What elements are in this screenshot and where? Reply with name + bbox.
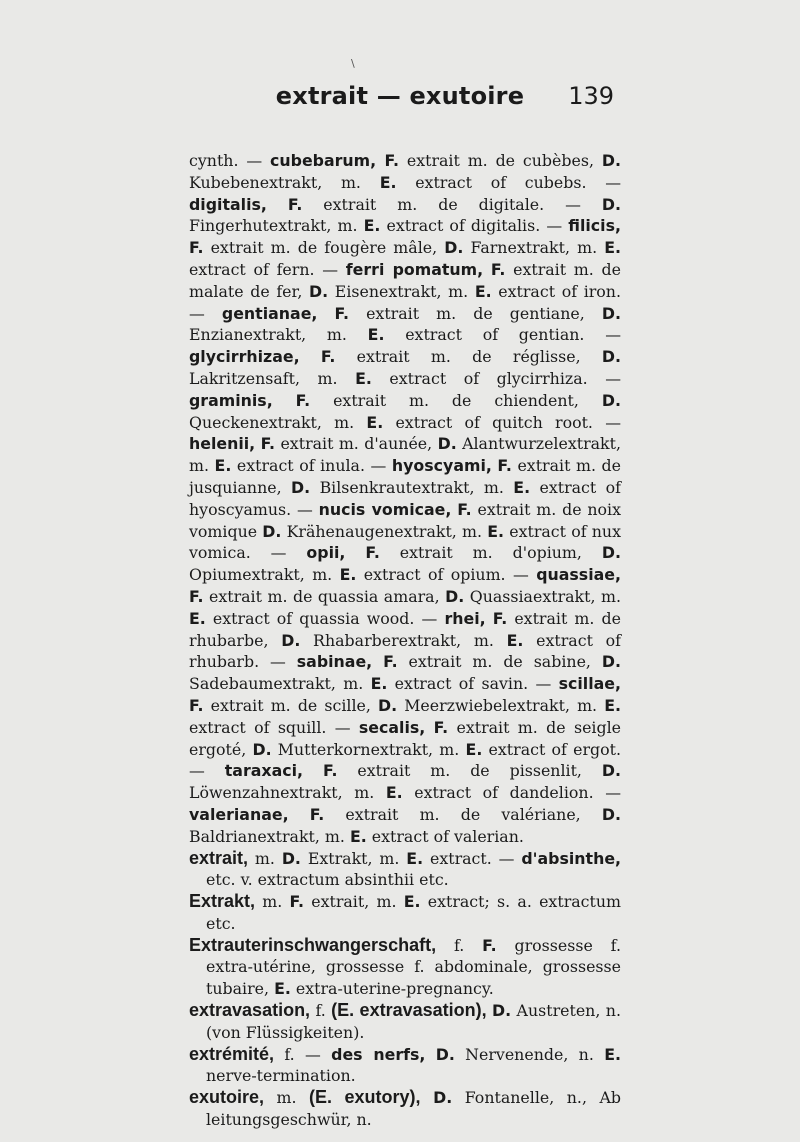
language-label: D. <box>435 1044 455 1064</box>
dictionary-body <box>189 150 621 1131</box>
entry-text: extract of cubebs. — <box>396 172 621 192</box>
language-label: E. <box>385 783 403 803</box>
entry-text: Rhabarberextrakt, m. <box>300 630 507 650</box>
dictionary-entry <box>189 848 621 892</box>
subentry-keyword: nucis vomicae, <box>318 499 452 519</box>
entry-text: Lakritzensaft, m. <box>189 368 356 388</box>
language-label: E. <box>367 325 385 345</box>
dictionary-entry <box>189 1044 621 1088</box>
language-label: D. <box>601 804 621 824</box>
entry-text: extrait m. de gentiane, <box>348 303 602 323</box>
entry-text: Sadebaumextrakt, m. <box>189 674 371 694</box>
entry-text: extra-uterine-pregnancy. <box>290 979 494 999</box>
language-label: F. <box>320 347 336 367</box>
entry-text: extrait m. de scille, <box>203 695 379 715</box>
language-label: D. <box>601 194 621 214</box>
language-label: D. <box>601 390 621 410</box>
language-label: E. <box>604 695 621 715</box>
entry-text: extrait m. de valériane, <box>324 804 602 824</box>
headword: exutoire, <box>189 1087 265 1108</box>
entry-text: extrait m. de réglisse, <box>335 347 602 367</box>
language-label: F. <box>490 259 506 279</box>
entry-text: m. <box>264 1088 310 1108</box>
entry-text <box>345 543 365 562</box>
language-label: E. <box>366 412 384 432</box>
entry-text: f. — <box>274 1044 332 1064</box>
subentry-keyword: des nerfs, <box>331 1044 426 1064</box>
subentry-keyword: helenii, <box>189 434 256 454</box>
entry-text: extract of gentian. — <box>384 325 621 345</box>
language-label: D. <box>601 303 621 323</box>
language-label: D. <box>281 630 301 650</box>
language-label: F. <box>482 935 497 955</box>
language-label: D. <box>601 761 622 781</box>
language-label: E. <box>506 630 524 650</box>
language-label: D. <box>601 347 621 367</box>
language-label: E. <box>349 826 367 846</box>
language-label: F. <box>189 586 204 606</box>
language-label: D. <box>601 543 621 563</box>
entry-text: extract of iron. — <box>189 281 622 323</box>
entry-text: extract of ergot. — <box>189 739 622 781</box>
language-label: D. <box>437 434 457 454</box>
headword: (E. exutory), <box>309 1087 421 1108</box>
language-label: F. <box>457 499 472 519</box>
entry-text <box>267 195 288 214</box>
subentry-keyword: sabinae, <box>296 652 373 672</box>
entry-text: Alantwurzelextrakt, m. <box>189 434 621 476</box>
continuation-paragraph <box>189 150 621 848</box>
language-label: D. <box>378 695 398 715</box>
entry-text: Nervenende, n. <box>454 1044 605 1064</box>
entry-text: Opiumextrakt, m. <box>189 565 340 585</box>
language-label: F. <box>383 652 398 672</box>
entry-text: f. <box>436 935 483 955</box>
corner-mark: \ <box>351 57 355 70</box>
entry-text: extrait m. de rhubarbe, <box>189 608 621 650</box>
entry-text: Kubebenextrakt, m. <box>189 172 380 192</box>
entry-text: extract. — <box>423 848 522 868</box>
entry-text: extract of squill. — <box>189 717 359 737</box>
language-label: E. <box>370 674 388 694</box>
language-label: F. <box>287 194 303 214</box>
entry-text: Eisenextrakt, m. <box>328 281 475 301</box>
language-label: E. <box>465 739 483 759</box>
entry-text: grossesse f. extra-utérine, grossesse f. abdominale, grossesse tubaire, <box>206 935 621 999</box>
headword: extrait, <box>189 847 249 868</box>
entry-text: f. <box>310 1001 332 1021</box>
subentry-keyword: gentianae, <box>221 303 318 323</box>
language-label: D. <box>433 1088 453 1108</box>
language-label: E. <box>604 1044 622 1064</box>
language-label: F. <box>309 804 325 824</box>
subentry-keyword: d'absinthe, <box>521 848 622 868</box>
entry-text: Quassiaextrakt, m. <box>464 586 621 606</box>
language-label: F. <box>189 695 204 715</box>
entry-text: extrait m. d'aunée, <box>275 434 438 454</box>
language-label: D. <box>601 652 621 672</box>
entry-text: extrait m. de chiendent, <box>310 390 602 410</box>
entry-text: Farnextrakt, m. <box>463 238 605 258</box>
language-label: D. <box>445 586 465 606</box>
language-label: E. <box>474 281 492 301</box>
subentry-keyword: hyoscyami, <box>391 456 492 476</box>
language-label: F. <box>497 456 512 476</box>
language-label: E. <box>274 979 291 999</box>
entry-text: extrait m. d'opium, <box>379 543 602 563</box>
language-label: E. <box>214 456 232 476</box>
entry-text: extract of digitalis. — <box>380 216 569 236</box>
language-label: F. <box>322 761 338 781</box>
entry-text <box>303 761 323 780</box>
language-label: D. <box>281 848 301 868</box>
entry-text: extract of valerian. <box>366 826 524 846</box>
entry-text <box>425 718 433 737</box>
language-label: D. <box>262 521 282 541</box>
language-label: F. <box>295 390 311 410</box>
subentry-keyword: scillae, <box>558 674 621 694</box>
entry-text: Extrakt, m. <box>300 848 407 868</box>
entry-text: extrait m. de noix vomique <box>189 499 622 541</box>
entry-text: Löwenzahnextrakt, m. <box>189 783 386 803</box>
subentry-keyword: cubebarum, F. <box>270 151 399 170</box>
language-label: E. <box>189 608 206 628</box>
entry-text: extract of quassia wood. — <box>205 608 445 628</box>
entry-text: extract; s. a. extractum etc. <box>206 892 622 933</box>
entry-text <box>483 260 491 279</box>
language-label: F. <box>433 717 449 737</box>
headword: extrémité, <box>189 1043 275 1064</box>
language-label: E. <box>363 216 381 236</box>
entry-text: Austreten, n. (von Flüssigkeiten). <box>206 1001 621 1042</box>
subentry-keyword: filicis, <box>568 216 621 236</box>
page-number: 139 <box>568 82 614 110</box>
subentry-keyword: glycirrhizae, <box>189 347 300 367</box>
language-label: E. <box>604 238 621 258</box>
entry-text: extract of hyoscyamus. — <box>189 477 621 519</box>
entry-text: Queckenextrakt, m. <box>189 412 367 432</box>
subentry-keyword: digitalis, <box>189 194 267 214</box>
entry-text <box>486 609 493 628</box>
entry-text <box>300 347 321 366</box>
entry-text <box>421 1088 434 1107</box>
entry-text <box>289 805 310 824</box>
headword: extravasation, <box>189 1000 311 1021</box>
entry-text: extract of glycirrhiza. — <box>371 368 621 388</box>
entry-text: extrait m. de sabine, <box>397 652 602 672</box>
language-label: D. <box>252 739 272 759</box>
entry-text: Enzianextrakt, m. <box>189 325 368 345</box>
language-label: E. <box>355 368 372 388</box>
language-label: F. <box>189 238 204 258</box>
entry-text: extrait m. de fougère mâle, <box>203 238 445 258</box>
entry-text: extrait m. de malate de fer, <box>189 259 621 301</box>
entry-text <box>273 391 296 410</box>
entry-text: extract of dandelion. — <box>402 783 621 803</box>
entry-text: extract of rhubarb. — <box>189 630 622 672</box>
entries-list <box>189 848 621 1131</box>
language-label: E. <box>513 477 531 497</box>
entry-text: extract of savin. — <box>387 674 559 694</box>
entry-text: nerve-termination. <box>206 1066 356 1086</box>
language-label: F. <box>289 892 304 912</box>
entry-text: extrait, m. <box>304 892 404 912</box>
language-label: D. <box>492 1001 512 1021</box>
language-label: F. <box>492 608 508 628</box>
headword: Extrakt, <box>189 891 256 912</box>
subentry-keyword: taraxaci, <box>224 761 304 781</box>
entry-text: extract of opium. — <box>356 565 537 585</box>
language-label: E. <box>379 172 397 192</box>
entry-text: extract of quitch root. — <box>383 412 621 432</box>
subentry-keyword: valerianae, <box>189 804 289 824</box>
entry-text: extrait m. de cubèbes, <box>398 151 602 170</box>
subentry-keyword: opii, <box>306 543 346 563</box>
entry-text: Fontanelle, n., Ab leitungsgeschwür, n. <box>206 1088 621 1130</box>
subentry-keyword: secalis, <box>358 717 426 737</box>
language-label: D. <box>601 151 621 170</box>
entry-text: Krähenaugenextrakt, m. <box>281 521 488 541</box>
entry-text: m. <box>248 848 282 868</box>
entry-text: cynth. — <box>189 151 271 170</box>
language-label: F. <box>334 303 349 323</box>
subentry-keyword: rhei, <box>444 608 486 628</box>
entry-text: Bilsenkrautextrakt, m. <box>310 477 514 497</box>
entry-text: Fingerhutextrakt, m. <box>189 216 364 236</box>
language-label: D. <box>309 281 329 301</box>
headword: (E. extravasation), <box>331 1000 487 1021</box>
entry-text <box>317 304 334 323</box>
running-header <box>0 82 800 122</box>
subentry-keyword: ferri pomatum, <box>345 259 484 279</box>
language-label: E. <box>339 565 357 585</box>
entry-text <box>372 652 383 671</box>
entry-text: Meerzwiebelextrakt, m. <box>397 695 605 715</box>
dictionary-entry <box>189 1000 621 1044</box>
entry-text: Baldrianextrakt, m. <box>189 826 350 846</box>
headword: Extrauterinschwangerschaft, <box>189 934 437 955</box>
entry-text: extrait m. de jusquianne, <box>189 456 621 497</box>
subentry-keyword: quassiae, <box>536 565 621 585</box>
entry-text: Mutterkornextrakt, m. <box>271 739 466 759</box>
dictionary-entry <box>189 935 621 1000</box>
entry-text: m. <box>255 892 290 912</box>
header-title: extrait — exutoire <box>275 82 525 110</box>
entry-text: extrait m. de seigle ergoté, <box>189 717 621 759</box>
entry-text: extrait m. de quassia amara, <box>203 586 446 606</box>
dictionary-entry <box>189 891 621 935</box>
language-label: F. <box>365 543 380 563</box>
entry-text: extrait m. de pissenlit, <box>337 761 602 781</box>
entry-text: extract of nux vomica. — <box>189 521 622 563</box>
language-label: E. <box>403 892 421 912</box>
language-label: E. <box>406 848 424 868</box>
entry-text: extract of fern. — <box>189 259 346 279</box>
entry-text: extrait m. de digitale. — <box>302 194 602 214</box>
entry-text: extract of inula. — <box>231 456 392 476</box>
subentry-keyword: graminis, <box>189 390 273 410</box>
entry-text: etc. v. extractum absinthii etc. <box>206 870 449 890</box>
dictionary-entry <box>189 1087 621 1131</box>
language-label: F. <box>260 434 276 454</box>
entry-text <box>425 1045 435 1064</box>
language-label: E. <box>487 521 505 541</box>
language-label: D. <box>291 477 311 497</box>
language-label: D. <box>444 238 464 258</box>
